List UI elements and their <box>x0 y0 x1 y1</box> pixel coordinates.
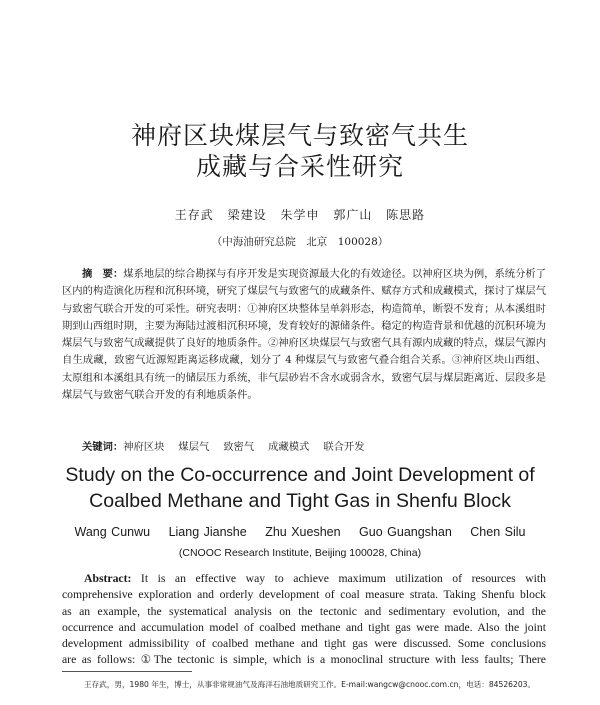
english-title-line-1: Study on the Co-occurrence and Joint Development of <box>65 464 535 486</box>
chinese-title-line-1: 神府区块煤层气与致密气共生 <box>130 121 469 150</box>
author-name: Guo Guangshan <box>359 525 452 539</box>
author-name: 郭广山 <box>333 208 373 222</box>
chinese-authors <box>0 206 600 223</box>
author-name: 陈思路 <box>386 208 426 222</box>
chinese-affiliation: （中海油研究总院 北京 100028） <box>211 236 389 248</box>
chinese-abstract-label: 摘 要： <box>82 268 124 280</box>
author-name: 朱学申 <box>280 208 320 222</box>
chinese-abstract <box>62 266 546 404</box>
abstract-line: are as follows: ①The tectonic is simple, which is a monoclinal structure with less faults; There <box>62 653 546 667</box>
keyword: 煤层气 <box>178 441 210 453</box>
abstract-line <box>62 571 546 587</box>
author-footnote: 王存武，男，1980 年生，博士，从事非常规油气及海洋石油地质研究工作。E-mail:wangcw@cnooc.com.cn，电话：84526203。 <box>84 680 536 689</box>
chinese-title-line-2: 成藏与合采性研究 <box>195 152 404 181</box>
chinese-abstract-text: 煤系地层的综合勘探与有序开发是实现资源最大化的有效途径。以神府区块为例，系统分析了区内的构造演化历程和沉积环境，研究了煤层气与致密气的成藏条件、赋存方式和成藏模式，探讨了煤层气与致密气联合开发的可采性。研究表明：①神府区块整体呈单斜形态，构造简单，断裂不发育；从本溪组时期到山西组时期，主要为海陆过渡相沉积环境，发育较好的源储条件。稳定的构造背景和优越的沉积环境为煤层气与致密气成藏提供了良好的地质条件。②神府区块煤层气与致密气具有源内成藏的特点，煤层气源内自生成藏，致密气近源短距离运移成藏，划分了 4 种煤层气与致密气叠合组合关系。③神府区块山西组、太原组和本溪组具有统一的储层压力系统，非气层砂岩不含水或弱含水，致密气层与煤层距离近、层段多是煤层气与致密气联合开发的有利地质条件。 <box>62 268 547 402</box>
chinese-keywords <box>82 438 379 453</box>
chinese-keywords-label: 关键词： <box>82 441 124 453</box>
keyword: 神府区块 <box>123 441 165 453</box>
abstract-line-text: It is an effective way to achieve maximum utilization of resources with <box>140 572 546 585</box>
author-name: Zhu Xueshen <box>265 525 341 539</box>
english-abstract <box>62 571 546 669</box>
author-name: 王存武 <box>174 208 214 222</box>
english-affiliation: (CNOOC Research Institute, Beijing 100028, China) <box>178 547 422 559</box>
english-abstract-label: Abstract: <box>84 572 132 585</box>
abstract-line: as an example, the systematical analysis on the tectonic and sedimentary evolution, and the <box>62 604 546 618</box>
abstract-line: occurrence and accumulation model of coalbed methane and tight gas were made. Also the joint <box>62 620 546 634</box>
abstract-line: development admissibility of coalbed methane and tight gas were discussed. Some conclusions <box>62 637 546 651</box>
footnote-rule <box>62 671 192 672</box>
abstract-line: comprehensive exploration and orderly development of coal measure strata. Taking Shenfu block <box>62 588 546 602</box>
keyword: 致密气 <box>223 441 255 453</box>
author-name: 梁建设 <box>227 208 267 222</box>
english-title-line-2: Coalbed Methane and Tight Gas in Shenfu Block <box>89 490 511 512</box>
author-name: Liang Jianshe <box>168 525 247 539</box>
author-name: Wang Cunwu <box>74 525 151 539</box>
english-authors <box>0 525 600 539</box>
keyword: 成藏模式 <box>268 441 310 453</box>
keyword: 联合开发 <box>323 441 365 453</box>
author-name: Chen Silu <box>470 525 526 539</box>
